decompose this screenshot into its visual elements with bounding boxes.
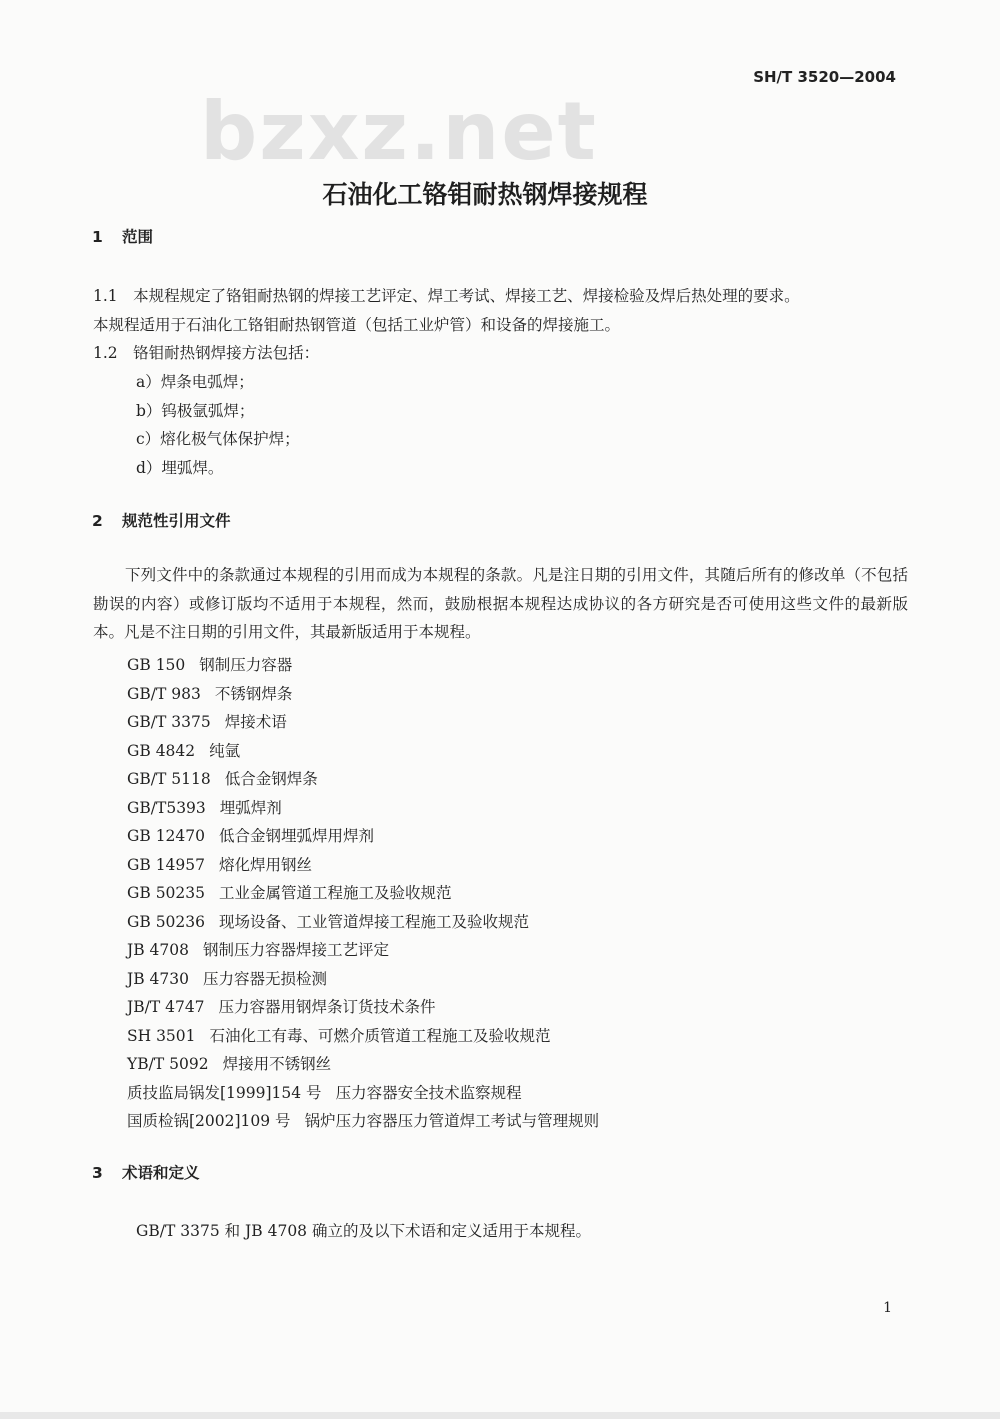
reference-code: JB/T 4747: [127, 998, 205, 1016]
reference-item: [127, 993, 599, 1022]
reference-code: YB/T 5092: [127, 1055, 209, 1073]
reference-title: 现场设备、工业管道焊接工程施工及验收规范: [219, 912, 530, 931]
section-2-heading: [92, 511, 231, 531]
reference-title: 工业金属管道工程施工及验收规范: [219, 884, 452, 902]
reference-item: [127, 822, 599, 851]
clause-1-1: [93, 282, 908, 368]
section-3-heading: [92, 1163, 200, 1183]
list-item: b）钨极氩弧焊；: [136, 401, 255, 420]
page-number: 1: [883, 1300, 892, 1316]
reference-title: 压力容器无损检测: [202, 969, 327, 988]
section-1-heading: [92, 227, 153, 247]
reference-title: 压力容器安全技术监察规程: [335, 1083, 522, 1102]
reference-item: [127, 965, 599, 994]
reference-title: 焊接用不锈钢丝: [222, 1055, 332, 1073]
reference-item: [127, 1022, 599, 1051]
reference-title: 纯氩: [209, 741, 241, 760]
clause-1-1-text: 1.1 本规程规定了铬钼耐热钢的焊接工艺评定、焊工考试、焊接工艺、焊接检验及焊后热处理的要求。: [93, 287, 800, 305]
reference-title: 焊接术语: [224, 713, 287, 731]
reference-code: 国质检锅[2002]109 号: [127, 1112, 291, 1130]
reference-item: [127, 765, 599, 794]
references-intro: 下列文件中的条款通过本规程的引用而成为本规程的条款。凡是注日期的引用文件，其随后所有的修改单（不包括勘误的内容）或修订版均不适用于本规程，然而，鼓励根据本规程达成协议的各方研究是否可使用这些文件的最新版本。凡是不注日期的引用文件，其最新版适用于本规程。: [93, 566, 908, 641]
reference-code: GB 12470: [127, 827, 206, 845]
reference-code: GB 50236: [127, 912, 206, 931]
reference-code: GB 150: [127, 656, 186, 674]
section-number: 2: [92, 512, 103, 530]
reference-code: GB/T5393: [127, 798, 206, 817]
list-item: d）埋弧焊。: [136, 458, 224, 477]
reference-item: [127, 708, 599, 737]
section-number: 3: [92, 1164, 103, 1182]
reference-item: [127, 680, 599, 709]
reference-title: 石油化工有毒、可燃介质管道工程施工及验收规范: [209, 1026, 551, 1045]
reference-item: [127, 1107, 599, 1136]
reference-code: GB 50235: [127, 884, 206, 902]
watermark: bzxz.net: [200, 85, 598, 178]
standard-number: SH/T 3520—2004: [753, 68, 896, 86]
reference-code: GB/T 3375: [127, 713, 211, 731]
list-item: c）熔化极气体保护焊；: [136, 430, 300, 448]
reference-item: [127, 737, 599, 766]
section-title: 术语和定义: [122, 1164, 200, 1182]
document-title: 石油化工铬钼耐热钢焊接规程: [322, 180, 648, 209]
welding-methods-list: [136, 368, 300, 482]
reference-item: [127, 651, 599, 680]
reference-title: 低合金钢埋弧焊用焊剂: [219, 827, 375, 845]
reference-code: JB 4708: [127, 941, 189, 959]
terms-text: GB/T 3375 和 JB 4708 确立的及以下术语和定义适用于本规程。: [136, 1222, 591, 1240]
reference-item: [127, 851, 599, 880]
reference-item: [127, 936, 599, 965]
reference-code: GB 4842: [127, 741, 196, 760]
reference-title: 熔化焊用钢丝: [219, 855, 313, 874]
reference-item: [127, 908, 599, 937]
reference-code: GB/T 983: [127, 684, 201, 703]
reference-title: 低合金钢焊条: [224, 770, 318, 788]
clause-1-2-text: 1.2 铬钼耐热钢焊接方法包括：: [93, 344, 320, 362]
reference-code: GB 14957: [127, 855, 206, 874]
reference-code: SH 3501: [127, 1026, 196, 1045]
section-title: 范围: [122, 228, 154, 246]
reference-title: 不锈钢焊条: [214, 684, 293, 703]
reference-item: [127, 1079, 599, 1108]
reference-code: 质技监局锅发[1999]154 号: [127, 1083, 322, 1102]
clause-1-1-scope: 本规程适用于石油化工铬钼耐热钢管道（包括工业炉管）和设备的焊接施工。: [93, 315, 621, 334]
section-number: 1: [92, 228, 103, 246]
reference-code: GB/T 5118: [127, 770, 211, 788]
section-title: 规范性引用文件: [122, 512, 231, 530]
reference-code: JB 4730: [127, 969, 189, 988]
reference-list: [127, 651, 599, 1136]
reference-title: 压力容器用钢焊条订货技术条件: [218, 998, 436, 1016]
reference-title: 锅炉压力容器压力管道焊工考试与管理规则: [304, 1112, 600, 1130]
reference-item: [127, 879, 599, 908]
reference-item: [127, 794, 599, 823]
reference-item: [127, 1050, 599, 1079]
reference-title: 钢制压力容器: [199, 656, 293, 674]
reference-title: 埋弧焊剂: [219, 798, 282, 817]
reference-title: 钢制压力容器焊接工艺评定: [202, 941, 389, 959]
page-bottom-edge: [0, 1412, 1000, 1419]
list-item: a）焊条电弧焊；: [136, 373, 254, 391]
